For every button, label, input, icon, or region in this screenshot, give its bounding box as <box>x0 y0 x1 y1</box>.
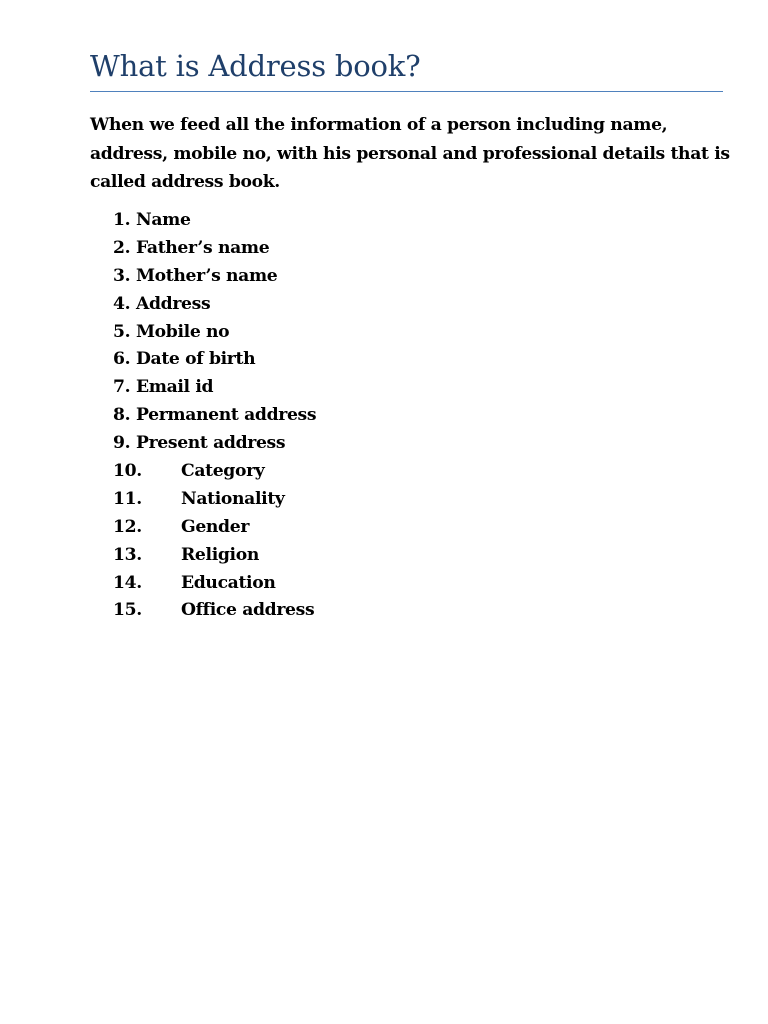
list-item-number: 11. <box>113 488 142 509</box>
intro-paragraph <box>90 111 730 197</box>
list-item-label: Nationality <box>181 488 285 509</box>
list-item-number: 12. <box>113 516 142 537</box>
list-item-number: 4. <box>113 293 131 314</box>
list-item-label: Father’s name <box>136 237 270 258</box>
title-underline-rule <box>90 91 723 92</box>
page-title: What is Address book? <box>90 49 421 83</box>
list-item-label: Date of birth <box>136 349 256 370</box>
list-item-number: 1. <box>113 210 131 230</box>
list-item-label: Gender <box>181 516 250 537</box>
list-item-number: 14. <box>113 572 142 593</box>
list-item-number: 3. <box>113 265 131 286</box>
list-item-label: Education <box>181 572 276 593</box>
intro-line: When we feed all the information of a person including name, <box>90 115 668 135</box>
list-item-label: Category <box>181 461 265 482</box>
list-item-label: Name <box>136 210 191 230</box>
intro-line: address, mobile no, with his personal and professional details that is <box>90 143 730 164</box>
list-item-number: 10. <box>113 461 142 482</box>
list-item-number: 9. <box>113 433 131 454</box>
list-item-number: 2. <box>113 237 131 258</box>
list-item-label: Office address <box>181 600 315 621</box>
list-item-label: Religion <box>181 544 259 565</box>
list-item-number: 13. <box>113 544 142 565</box>
list-item-label: Address <box>136 293 211 314</box>
list-item-label: Mobile no <box>136 321 230 342</box>
list-item-number: 5. <box>113 321 131 342</box>
list-item-number: 8. <box>113 405 131 426</box>
list-item-label: Present address <box>136 433 286 454</box>
list-item-label: Mother’s name <box>136 265 278 286</box>
list-item-number: 6. <box>113 349 131 370</box>
list-item-number: 7. <box>113 377 131 398</box>
list-item-label: Email id <box>136 377 214 398</box>
intro-line: called address book. <box>90 172 280 192</box>
list-item-number: 15. <box>113 600 142 621</box>
list-item-label: Permanent address <box>136 405 317 426</box>
